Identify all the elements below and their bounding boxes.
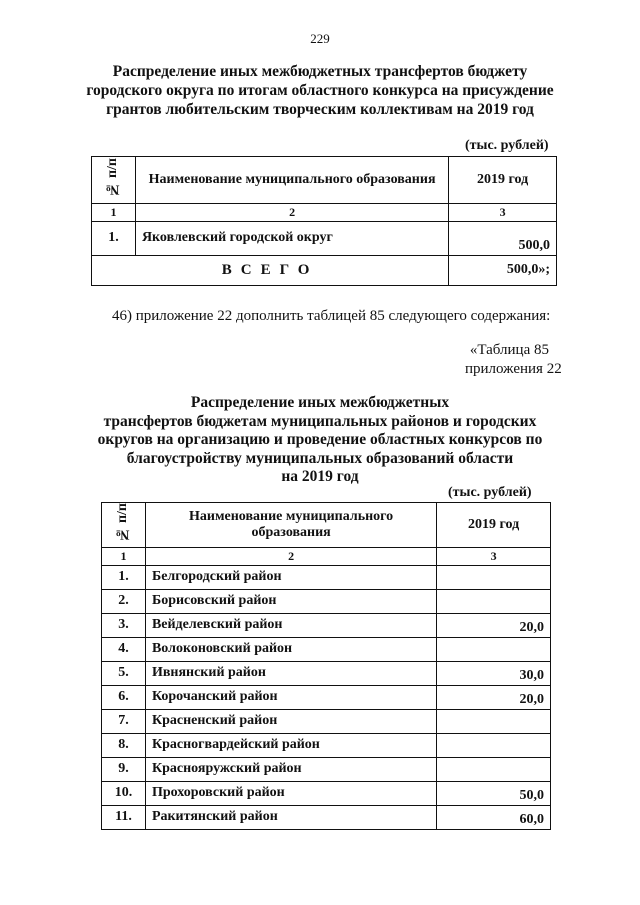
table1-index-row bbox=[92, 204, 557, 222]
table1-title-line: Распределение иных межбюджетных трансфертов бюджету bbox=[112, 63, 528, 80]
table2-index-cell: 1 bbox=[102, 547, 146, 565]
table-row bbox=[102, 781, 551, 805]
table-row bbox=[102, 685, 551, 709]
table1-total-label: ВСЕГО bbox=[92, 256, 449, 286]
table1-header-num bbox=[92, 157, 136, 204]
table2-row-name: Вейделевский район bbox=[145, 613, 436, 637]
table2-row-num: 3. bbox=[102, 613, 146, 637]
table2-row-num: 1. bbox=[102, 565, 146, 589]
table2-row-name: Борисовский район bbox=[145, 589, 436, 613]
table2-row-value bbox=[437, 637, 551, 661]
table2-title-line: Распределение иных межбюджетных bbox=[190, 394, 450, 411]
table2-row-value: 50,0 bbox=[437, 781, 551, 805]
table1-index-cell: 3 bbox=[449, 204, 557, 222]
table2-row-name: Ивнянский район bbox=[145, 661, 436, 685]
table-reference-line2: приложения 22 bbox=[465, 361, 562, 377]
table2-row-num: 8. bbox=[102, 733, 146, 757]
table-reference bbox=[465, 342, 562, 378]
table2-row-name: Ракитянский район bbox=[145, 805, 436, 829]
table2-row-value bbox=[437, 709, 551, 733]
table2-row-value: 60,0 bbox=[437, 805, 551, 829]
table-row bbox=[102, 637, 551, 661]
table1-row-value: 500,0 bbox=[449, 222, 557, 256]
table1-header-num-text: № п/п bbox=[105, 158, 121, 197]
table-row bbox=[102, 733, 551, 757]
table1-total-value: 500,0»; bbox=[449, 256, 557, 286]
table-row bbox=[102, 661, 551, 685]
table1-index-cell: 1 bbox=[92, 204, 136, 222]
table2-title bbox=[60, 394, 580, 487]
table-row bbox=[92, 222, 557, 256]
table2-header-row bbox=[102, 503, 551, 548]
table1-total-row bbox=[92, 256, 557, 286]
table1-header-row bbox=[92, 157, 557, 204]
table2-header-year: 2019 год bbox=[437, 503, 551, 548]
table1-header-year: 2019 год bbox=[449, 157, 557, 204]
table2-title-line: трансфертов бюджетам муниципальных районов и городских bbox=[103, 412, 537, 430]
table2-row-value bbox=[437, 757, 551, 781]
table2-row-name: Корочанский район bbox=[145, 685, 436, 709]
table-reference-line1: «Таблица 85 bbox=[469, 342, 549, 358]
table2-row-name: Красненский район bbox=[145, 709, 436, 733]
table1-title-line: городского округа по итогам областного конкурса на присуждение bbox=[86, 82, 554, 99]
table2-row-name: Волоконовский район bbox=[145, 637, 436, 661]
table1-units: (тыс. рублей) bbox=[465, 138, 549, 153]
table2-index-cell: 3 bbox=[437, 547, 551, 565]
table2-header-name: Наименование муниципального образования bbox=[145, 503, 436, 548]
table2-row-value bbox=[437, 733, 551, 757]
table2-row-name: Краснояружский район bbox=[145, 757, 436, 781]
table-row bbox=[102, 565, 551, 589]
table2-row-value: 20,0 bbox=[437, 685, 551, 709]
table2-row-num: 11. bbox=[102, 805, 146, 829]
table2-row-value bbox=[437, 565, 551, 589]
table2-index-row bbox=[102, 547, 551, 565]
table2-header-num-text: № п/п bbox=[115, 503, 131, 542]
table2-row-num: 7. bbox=[102, 709, 146, 733]
table2-row-num: 4. bbox=[102, 637, 146, 661]
table1-title-line: грантов любительским творческим коллективам на 2019 год bbox=[106, 101, 534, 118]
table2-title-line: на 2019 год bbox=[281, 468, 359, 485]
table2-row-num: 10. bbox=[102, 781, 146, 805]
table2-row-name: Красногвардейский район bbox=[145, 733, 436, 757]
table1-row-num: 1. bbox=[92, 222, 136, 256]
table2-row-num: 5. bbox=[102, 661, 146, 685]
table2-row-value: 30,0 bbox=[437, 661, 551, 685]
table-row bbox=[102, 757, 551, 781]
table2 bbox=[101, 502, 551, 830]
table2-row-num: 2. bbox=[102, 589, 146, 613]
table1-title bbox=[60, 62, 580, 119]
table2-index-cell: 2 bbox=[145, 547, 436, 565]
table2-row-num: 6. bbox=[102, 685, 146, 709]
table-row bbox=[102, 805, 551, 829]
table-row bbox=[102, 613, 551, 637]
table-row bbox=[102, 589, 551, 613]
instruction-text: 46) приложение 22 дополнить таблицей 85 следующего содержания: bbox=[112, 308, 551, 324]
table1-header-name: Наименование муниципального образования bbox=[135, 157, 448, 204]
table2-row-value: 20,0 bbox=[437, 613, 551, 637]
table1-row-name: Яковлевский городской округ bbox=[135, 222, 448, 256]
page-number: 229 bbox=[310, 31, 330, 46]
table2-row-num: 9. bbox=[102, 757, 146, 781]
table2-row-value bbox=[437, 589, 551, 613]
table1 bbox=[91, 156, 557, 286]
table-row bbox=[102, 709, 551, 733]
table1-index-cell: 2 bbox=[135, 204, 448, 222]
table2-title-line: округов на организацию и проведение областных конкурсов по bbox=[97, 431, 543, 448]
table2-header-num bbox=[102, 503, 146, 548]
table2-units: (тыс. рублей) bbox=[448, 485, 532, 500]
table2-title-line: благоустройству муниципальных образований области bbox=[126, 449, 514, 467]
table2-row-name: Прохоровский район bbox=[145, 781, 436, 805]
table2-row-name: Белгородский район bbox=[145, 565, 436, 589]
